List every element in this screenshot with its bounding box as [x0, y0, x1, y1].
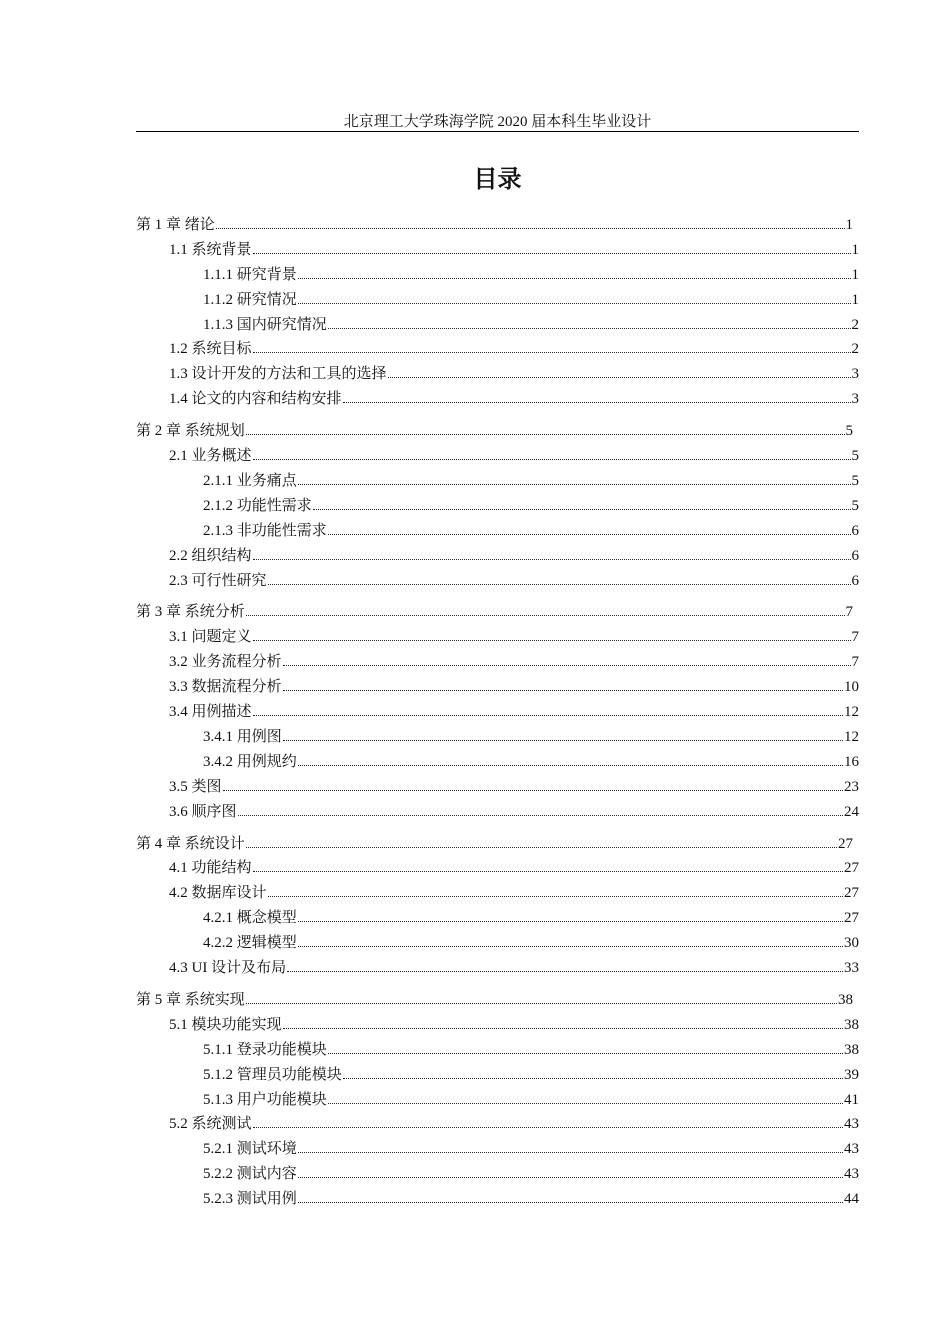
toc-entry-label: 4.3 UI 设计及布局	[169, 960, 287, 976]
toc-entry-label: 3.6 顺序图	[169, 804, 237, 820]
toc-section-entry[interactable]	[169, 677, 859, 697]
toc-entry-label: 3.4.1 用例图	[203, 729, 282, 745]
toc-page-number: 33	[844, 960, 859, 976]
toc-entry-label: 5.1.3 用户功能模块	[203, 1092, 327, 1108]
toc-page-number: 10	[844, 679, 859, 695]
toc-subsection-entry[interactable]	[203, 290, 859, 310]
toc-chapter-entry[interactable]	[136, 834, 853, 854]
toc-section-entry[interactable]	[169, 240, 859, 260]
toc-dot-leader	[246, 602, 845, 616]
toc-dot-leader	[253, 627, 851, 641]
toc-dot-leader	[328, 521, 851, 535]
toc-section-entry[interactable]	[169, 364, 859, 384]
toc-dot-leader	[298, 1189, 843, 1203]
toc-section-entry[interactable]	[169, 958, 859, 978]
toc-section-entry[interactable]	[169, 652, 859, 672]
toc-entry-label: 5.2.3 测试用例	[203, 1191, 297, 1207]
toc-dot-leader	[298, 265, 851, 279]
toc-dot-leader	[223, 777, 843, 791]
toc-entry-label: 1.1.1 研究背景	[203, 267, 297, 283]
toc-chapter-entry[interactable]	[136, 602, 853, 622]
toc-entry-label: 5.2.1 测试环境	[203, 1141, 297, 1157]
toc-page-number: 3	[851, 366, 859, 382]
toc-page-number: 38	[844, 1042, 859, 1058]
toc-dot-leader	[268, 571, 851, 585]
toc-section-entry[interactable]	[169, 802, 859, 822]
toc-page-number: 1	[845, 217, 853, 233]
toc-page-number: 39	[844, 1067, 859, 1083]
toc-page-number: 41	[844, 1092, 859, 1108]
toc-entry-label: 2.1.1 业务痛点	[203, 473, 297, 489]
toc-subsection-entry[interactable]	[203, 727, 859, 747]
toc-page-number: 3	[851, 391, 859, 407]
page-header: 北京理工大学珠海学院 2020 届本科生毕业设计	[343, 114, 652, 130]
toc-section-entry[interactable]	[169, 1015, 859, 1035]
toc-entry-label: 第 2 章 系统规划	[136, 423, 245, 439]
toc-chapter-entry[interactable]	[136, 421, 853, 441]
toc-subsection-entry[interactable]	[203, 265, 859, 285]
toc-entry-label: 4.2.1 概念模型	[203, 910, 297, 926]
toc-chapter-entry[interactable]	[136, 990, 853, 1010]
toc-section-entry[interactable]	[169, 777, 859, 797]
toc-subsection-entry[interactable]	[203, 1189, 859, 1209]
toc-chapter-entry[interactable]	[136, 215, 853, 235]
toc-page-number: 5	[851, 448, 859, 464]
toc-entry-label: 3.5 类图	[169, 779, 222, 795]
toc-subsection-entry[interactable]	[203, 496, 859, 516]
toc-page-number: 30	[844, 935, 859, 951]
toc-dot-leader	[328, 315, 851, 329]
toc-entry-label: 1.1.2 研究情况	[203, 292, 297, 308]
toc-page-number: 27	[838, 836, 853, 852]
toc-entry-label: 5.1.2 管理员功能模块	[203, 1067, 342, 1083]
toc-section-entry[interactable]	[169, 446, 859, 466]
toc-page-number: 12	[844, 729, 859, 745]
toc-page-number: 16	[844, 754, 859, 770]
toc-page-number: 12	[844, 704, 859, 720]
toc-subsection-entry[interactable]	[203, 521, 859, 541]
toc-section-entry[interactable]	[169, 627, 859, 647]
toc-dot-leader	[313, 496, 851, 510]
toc-dot-leader	[298, 752, 843, 766]
toc-subsection-entry[interactable]	[203, 908, 859, 928]
toc-dot-leader	[283, 652, 851, 666]
toc-subsection-entry[interactable]	[203, 471, 859, 491]
toc-dot-leader	[246, 990, 837, 1004]
toc-entry-label: 1.3 设计开发的方法和工具的选择	[169, 366, 387, 382]
toc-entry-label: 1.1 系统背景	[169, 242, 252, 258]
toc-subsection-entry[interactable]	[203, 1065, 859, 1085]
toc-page-number: 6	[851, 548, 859, 564]
toc-entry-label: 第 4 章 系统设计	[136, 836, 245, 852]
toc-page-number: 7	[851, 629, 859, 645]
toc-dot-leader	[268, 883, 843, 897]
toc-page-number: 43	[844, 1116, 859, 1132]
toc-dot-leader	[253, 446, 851, 460]
toc-entry-label: 4.1 功能结构	[169, 860, 252, 876]
toc-page-number: 2	[851, 317, 859, 333]
toc-section-entry[interactable]	[169, 702, 859, 722]
toc-dot-leader	[246, 421, 845, 435]
toc-subsection-entry[interactable]	[203, 1164, 859, 1184]
toc-page-number: 7	[845, 604, 853, 620]
toc-page-number: 5	[851, 498, 859, 514]
toc-dot-leader	[388, 364, 851, 378]
toc-entry-label: 1.2 系统目标	[169, 341, 252, 357]
toc-dot-leader	[328, 1090, 843, 1104]
toc-entry-label: 5.1 模块功能实现	[169, 1017, 282, 1033]
toc-page-number: 44	[844, 1191, 859, 1207]
toc-entry-label: 1.1.3 国内研究情况	[203, 317, 327, 333]
toc-dot-leader	[298, 933, 843, 947]
toc-dot-leader	[253, 546, 851, 560]
toc-page-number: 43	[844, 1141, 859, 1157]
toc-entry-label: 1.4 论文的内容和结构安排	[169, 391, 342, 407]
toc-section-entry[interactable]	[169, 339, 859, 359]
toc-section-entry[interactable]	[169, 546, 859, 566]
toc-page-number: 2	[851, 341, 859, 357]
toc-page-number: 27	[844, 860, 859, 876]
toc-subsection-entry[interactable]	[203, 1040, 859, 1060]
toc-dot-leader	[343, 389, 851, 403]
toc-dot-leader	[238, 802, 843, 816]
toc-subsection-entry[interactable]	[203, 752, 859, 772]
toc-dot-leader	[328, 1040, 843, 1054]
toc-page-number: 6	[851, 573, 859, 589]
toc-page-number: 7	[851, 654, 859, 670]
toc-entry-label: 5.2.2 测试内容	[203, 1166, 297, 1182]
toc-entry-label: 2.1 业务概述	[169, 448, 252, 464]
toc-entry-label: 2.1.2 功能性需求	[203, 498, 312, 514]
toc-dot-leader	[283, 727, 843, 741]
toc-dot-leader	[343, 1065, 843, 1079]
toc-entry-label: 5.2 系统测试	[169, 1116, 252, 1132]
toc-section-entry[interactable]	[169, 389, 859, 409]
toc-section-entry[interactable]	[169, 858, 859, 878]
toc-section-entry[interactable]	[169, 571, 859, 591]
toc-dot-leader	[298, 1164, 843, 1178]
toc-dot-leader	[253, 339, 851, 353]
toc-page-number: 1	[851, 292, 859, 308]
toc-page-number: 24	[844, 804, 859, 820]
toc-entry-label: 3.4 用例描述	[169, 704, 252, 720]
toc-entry-label: 2.3 可行性研究	[169, 573, 267, 589]
toc-dot-leader	[298, 908, 843, 922]
toc-entry-label: 3.1 问题定义	[169, 629, 252, 645]
toc-dot-leader	[298, 471, 851, 485]
toc-dot-leader	[253, 702, 843, 716]
toc-page-number: 1	[851, 267, 859, 283]
toc-entry-label: 3.2 业务流程分析	[169, 654, 282, 670]
toc-dot-leader	[253, 1114, 843, 1128]
toc-page-number: 5	[851, 473, 859, 489]
toc-subsection-entry[interactable]	[203, 933, 859, 953]
toc-entry-label: 4.2.2 逻辑模型	[203, 935, 297, 951]
toc-dot-leader	[216, 215, 845, 229]
toc-page-number: 5	[845, 423, 853, 439]
toc-entry-label: 5.1.1 登录功能模块	[203, 1042, 327, 1058]
toc-dot-leader	[287, 958, 843, 972]
toc-page-number: 23	[844, 779, 859, 795]
toc-dot-leader	[283, 677, 843, 691]
toc-entry-label: 第 1 章 绪论	[136, 217, 215, 233]
toc-dot-leader	[253, 858, 843, 872]
toc-page-number: 38	[844, 1017, 859, 1033]
toc-page-number: 27	[844, 910, 859, 926]
toc-entry-label: 3.4.2 用例规约	[203, 754, 297, 770]
toc-dot-leader	[253, 240, 851, 254]
toc-subsection-entry[interactable]	[203, 1139, 859, 1159]
toc-subsection-entry[interactable]	[203, 315, 859, 335]
toc-page-number: 38	[838, 992, 853, 1008]
toc-entry-label: 第 5 章 系统实现	[136, 992, 245, 1008]
toc-dot-leader	[246, 834, 837, 848]
toc-entry-label: 第 3 章 系统分析	[136, 604, 245, 620]
toc-dot-leader	[298, 1139, 843, 1153]
toc-page-number: 43	[844, 1166, 859, 1182]
toc-page-number: 6	[851, 523, 859, 539]
toc-dot-leader	[283, 1015, 843, 1029]
toc-page-number: 1	[851, 242, 859, 258]
toc-entry-label: 2.2 组织结构	[169, 548, 252, 564]
toc-title: 目录	[473, 165, 522, 193]
toc-dot-leader	[298, 290, 851, 304]
toc-section-entry[interactable]	[169, 883, 859, 903]
toc-section-entry[interactable]	[169, 1114, 859, 1134]
toc-entry-label: 3.3 数据流程分析	[169, 679, 282, 695]
toc-entry-label: 2.1.3 非功能性需求	[203, 523, 327, 539]
toc-page-number: 27	[844, 885, 859, 901]
toc-entry-label: 4.2 数据库设计	[169, 885, 267, 901]
toc-subsection-entry[interactable]	[203, 1090, 859, 1110]
